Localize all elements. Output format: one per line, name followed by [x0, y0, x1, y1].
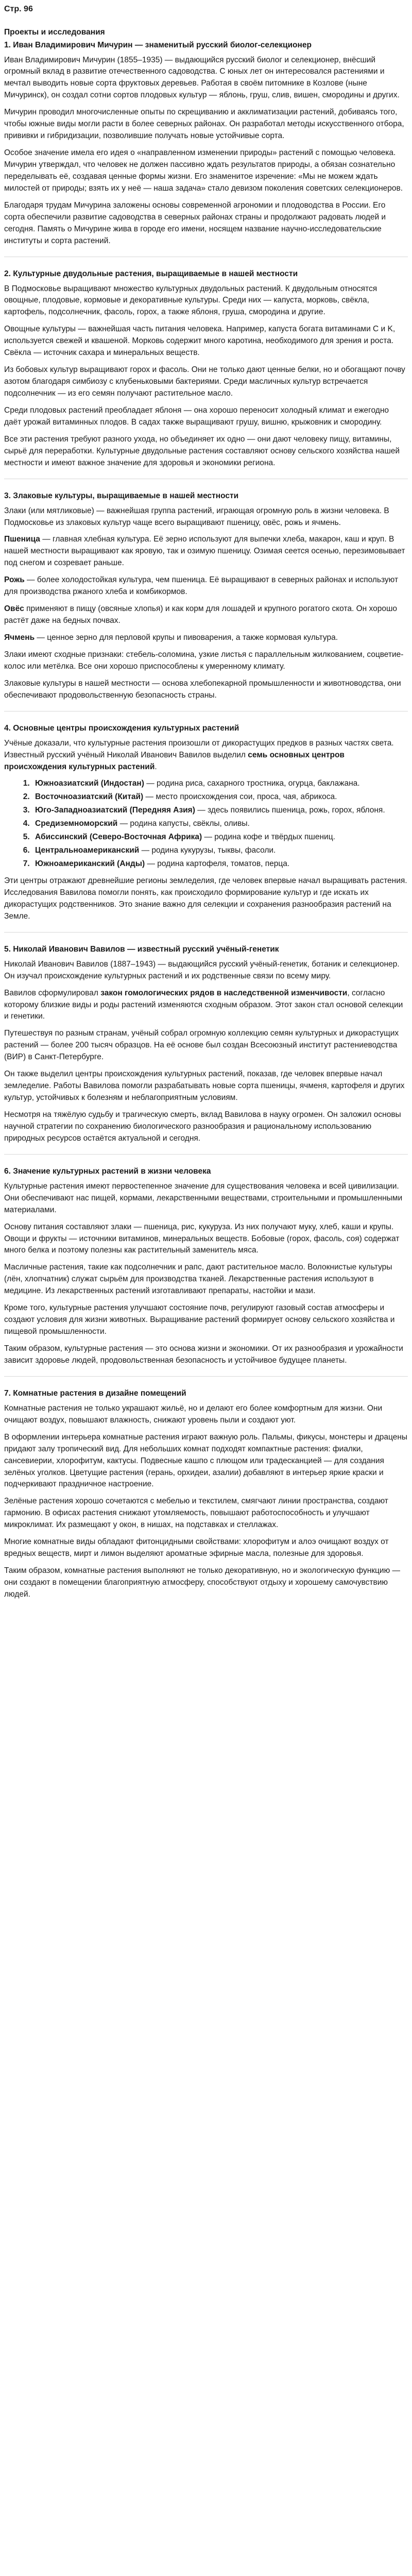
paragraph: Злаковые культуры в нашей местности — основа хлебопекарной промышленности и животноводства, они обеспечивают продовольственную безопасность страны. [4, 679, 401, 700]
law-description: , согласно которому близкие виды и роды растений изменяются сходным образом. Этот закон стал основой селекции и генетики. [4, 988, 403, 1021]
section-michurin [4, 40, 408, 247]
paragraph [4, 603, 408, 627]
crop-term: Ячмень [4, 633, 35, 642]
section-divider [4, 932, 408, 933]
paragraph: В Подмосковье выращивают множество культурных двудольных растений. К двудольным относятся овощные, плодовые, кормовые и декоративные культуры. Среди них — капуста, морковь, свёкла, картофель, подсолнечник, фасоль, горох, а также яблоня, груша, смородина и другие. [4, 284, 377, 317]
law-intro: Вавилов сформулировал [4, 988, 101, 997]
list-item [32, 845, 408, 857]
paragraph: Среди плодовых растений преобладает яблоня — она хорошо переносит холодный климат и ежегодно даёт урожай витаминных плодов. В садах также выращивают грушу, вишню, крыжовник и смородину. [4, 405, 389, 427]
paragraph: Эти центры отражают древнейшие регионы земледелия, где человек впервые начал выращивать растения. Исследования Вавилова помогли понять, как происходило формирование культур и где искать их дикорастущих родственников. Это знание важно для селекции и сохранения разнообразия растений на Земле. [4, 876, 407, 921]
center-name: Восточноазиатский (Китай) [35, 792, 144, 802]
intro-emphasis: семь основных центров происхождения культурных растений [4, 750, 345, 771]
section-vavilov [4, 944, 408, 1145]
center-name: Южноазиатский (Индостан) [35, 779, 144, 788]
paragraph: Особое значение имела его идея о «направленном изменении природы» растений с помощью человека. Мичурин утверждал, что человек не должен пассивно ждать результатов природы, а обязан сознательно переделывать её, создавая ценные формы жизни. Его знаменитое изречение: «Мы не можем ждать милостей от природы; взять их у неё — наша задача» стало девизом поколения советских селекционеров. [4, 148, 403, 193]
list-item [32, 778, 408, 790]
section-title: 1. Иван Владимирович Мичурин — знаменитый русский биолог-селекционер [4, 40, 312, 49]
center-name: Южноамериканский (Анды) [35, 859, 145, 869]
intro-end: . [154, 762, 157, 771]
section-origin-centers [4, 723, 408, 923]
paragraph: Путешествуя по разным странам, учёный собрал огромную коллекцию семян культурных и дикорастущих растений — более 200 тысяч образцов. На её основе был создан Всесоюзный институт растениеводства (ВИР) в Санкт-Петербурге. [4, 1029, 399, 1062]
list-item [32, 805, 408, 817]
center-name: Средиземноморский [35, 819, 118, 828]
crop-description: — главная хлебная культура. Её зерно используют для выпечки хлеба, макарон, каш и круп. В нашей местности выращивают как яровую, так и озимую пшеницу. Озимая сеется осенью, перезимовывает под снегом и созревает раньше. [4, 535, 405, 568]
paragraph: Из бобовых культур выращивают горох и фасоль. Они не только дают ценные белки, но и обогащают почву азотом благодаря симбиозу с клубеньковыми бактериями. Среди масличных культур встречается подсолнечник — из его семян получают растительное масло. [4, 365, 405, 398]
list-item [32, 858, 408, 870]
paragraph: Он также выделил центры происхождения культурных растений, показав, где человек впервые начал земледелие. Работы Вавилова помогли разрабатывать новые сорта пшеницы, ячменя, картофеля и других культур, устойчивых к болезням и неблагоприятным условиям. [4, 1070, 405, 1103]
center-description: — родина картофеля, томатов, перца. [145, 859, 290, 869]
paragraph: Овощные культуры — важнейшая часть питания человека. Например, капуста богата витаминами C и K, используется свежей и квашеной. Морковь содержит много каротина, необходимого для зрения и роста. Свёкла — источник сахара и минеральных веществ. [4, 325, 396, 358]
center-description: — родина риса, сахарного тростника, огурца, баклажана. [144, 779, 360, 788]
center-description: — родина кукурузы, тыквы, фасоли. [139, 846, 276, 855]
section-title: 7. Комнатные растения в дизайне помещений [4, 1388, 186, 1398]
crop-term: Овёс [4, 604, 24, 614]
paragraph: Многие комнатные виды обладают фитонцидными свойствами: хлорофитум и алоэ очищают воздух от вредных веществ, мирт и лимон выделяют ароматные эфирные масла, полезные для здоровья. [4, 1537, 389, 1558]
section-divider [4, 1376, 408, 1377]
section-title: 3. Злаковые культуры, выращиваемые в нашей местности [4, 491, 239, 500]
paragraph: Иван Владимирович Мичурин (1855–1935) — выдающийся русский биолог и селекционер, внёсший огромный вклад в развитие отечественного садоводства. С юных лет он интересовался растениями и мечтал выводить новые сорта фруктовых деревьев. Работая в своём питомнике в Козлове (ныне Мичуринск), он создал сотни сортов плодовых культур — яблонь, груш, слив, вишен, смородины и других. [4, 55, 400, 100]
list-item [32, 832, 408, 843]
paragraph: Злаки имеют сходные признаки: стебель-соломина, узкие листья с параллельным жилкованием, соцветие-колос или метёлка. Все они хорошо приспособлены к умеренному климату. [4, 650, 404, 671]
center-description: — место происхождения сои, проса, чая, абрикоса. [143, 792, 337, 802]
paragraph: Комнатные растения не только украшают жильё, но и делают его более комфортным для жизни. Они очищают воздух, повышают влажность, снижают уровень пыли и создают уют. [4, 1403, 383, 1425]
paragraph: Масличные растения, такие как подсолнечник и рапс, дают растительное масло. Волокнистые культуры (лён, хлопчатник) служат сырьём для производства тканей. Лекарственные растения используют в медицине. Из лекарственных растений изготавливают препараты, настойки и мази. [4, 1263, 392, 1296]
paragraph: Благодаря трудам Мичурина заложены основы современной агрономии и плодоводства в России. Его сорта обеспечили развитие садоводства в северных районах страны и продолжают радовать людей и сегодня. Память о Мичурине жива в городе его имени, носящем название научно-исследовательские институты и сорта растений. [4, 200, 386, 245]
section-crop-importance [4, 1166, 408, 1367]
crop-term: Рожь [4, 575, 25, 585]
paragraph: Несмотря на тяжёлую судьбу и трагическую смерть, вклад Вавилова в науку огромен. Он заложил основы научной стратегии по сохранению биологического разнообразия и рациональному использованию природных ресурсов остаётся актуальной и сегодня. [4, 1110, 401, 1143]
center-name: Абиссинский (Северо-Восточная Африка) [35, 833, 202, 842]
paragraph: Таким образом, комнатные растения выполняют не только декоративную, но и экологическую функцию — они создают в помещении благоприятную атмосферу, способствуют отдыху и хорошему самочувствию людей. [4, 1566, 401, 1599]
crop-description: применяют в пищу (овсяные хлопья) и как корм для лошадей и крупного рогатого скота. Он хорошо растёт даже на бедных почвах. [4, 604, 398, 625]
page-number: Стр. 96 [4, 5, 33, 13]
paragraph: В оформлении интерьера комнатные растения играют важную роль. Пальмы, фикусы, монстеры и драцены придают залу тропический вид. Для небольших комнат подходят компактные растения: фиалки, сансевиерии, хлорофитум, кактусы. Подвесные кашпо с плющом или традесканцией — для создания зелёных уголков. Цветущие растения (герань, орхидеи, азалии) добавляют в интерьер яркие краски и подчеркивают праздничное настроение. [4, 1432, 408, 1489]
section-houseplants [4, 1388, 408, 1601]
projects-heading: Проекты и исследования [4, 27, 105, 37]
paragraph: Таким образом, культурные растения — это основа жизни и экономики. От их разнообразия и урожайности зависит здоровье людей, продовольственная безопасность и устойчивое будущее планеты. [4, 1344, 403, 1365]
section-title: 2. Культурные двудольные растения, выращиваемые в нашей местности [4, 269, 298, 278]
center-name: Юго-Западноазиатский (Передняя Азия) [35, 806, 195, 815]
section-title: 5. Николай Иванович Вавилов — известный русский учёный-генетик [4, 944, 279, 954]
paragraph: Зелёные растения хорошо сочетаются с мебелью и текстилем, смягчают линии пространства, создают гармонию. В офисах растения снижают утомляемость, повышают работоспособность и улучшают микроклимат. Их размещают у окон, в нишах, на подставках и стеллажах. [4, 1497, 388, 1530]
paragraph [4, 988, 408, 1023]
section-dicot-crops [4, 268, 408, 469]
origin-centers-list [4, 778, 408, 870]
paragraph: Культурные растения имеют первостепенное значение для существования человека и всей цивилизации. Они обеспечивают нас пищей, кормами, лекарственными веществами, строительными и промышленными материалами. [4, 1181, 403, 1214]
paragraph [4, 534, 408, 569]
center-description: — здесь появились пшеница, рожь, горох, яблоня. [195, 806, 385, 815]
paragraph: Основу питания составляют злаки — пшеница, рис, кукуруза. Из них получают муку, хлеб, каши и крупы. Овощи и фрукты — источники витаминов, минеральных веществ. Бобовые (горох, фасоль, соя) содержат много белка и поэтому полезны как растительный заменитель мяса. [4, 1222, 400, 1255]
crop-description: — более холодостойкая культура, чем пшеница. Её выращивают в северных районах и используют для производства ржаного хлеба и комбикормов. [4, 575, 399, 597]
center-description: — родина кофе и твёрдых пшениц. [202, 833, 335, 842]
law-name: закон гомологических рядов в наследственной изменчивости [100, 988, 348, 997]
paragraph: Все эти растения требуют разного ухода, но объединяет их одно — они дают человеку пищу, витамины, сырьё для переработки. Культурные двудольные растения составляют основу сельского хозяйства нашей местности и имеют важное значение для здоровья и экономики региона. [4, 434, 400, 467]
center-name: Центральноамериканский [35, 846, 140, 855]
section-cereal-crops [4, 490, 408, 702]
intro-text: Учёные доказали, что культурные растения произошли от дикорастущих предков в разных частях света. Известный русский учёный Николай Иванович Вавилов выделил [4, 738, 394, 759]
paragraph: Николай Иванович Вавилов (1887–1943) — выдающийся русский учёный-генетик, ботаник и селекционер. Он изучал происхождение культурных растений и их родственные связи по всему миру. [4, 959, 400, 980]
crop-term: Пшеница [4, 535, 40, 544]
paragraph: Кроме того, культурные растения улучшают состояние почв, регулируют газовый состав атмосферы и создают условия для жизни животных. Выращивание растений формирует основу сельского хозяйства и пищевой промышленности. [4, 1303, 395, 1336]
paragraph [4, 738, 408, 773]
list-item [32, 818, 408, 830]
section-title: 4. Основные центры происхождения культурных растений [4, 723, 239, 733]
center-description: — родина капусты, свёклы, оливы. [117, 819, 250, 828]
paragraph: Мичурин проводил многочисленные опыты по скрещиванию и акклиматизации растений, добиваясь того, чтобы южные виды могли расти в более северных районах. Он разработал методы искусственного отбора, прививки и гибридизации, позволившие получать новые устойчивые сорта. [4, 108, 404, 141]
paragraph [4, 574, 408, 598]
crop-description: — ценное зерно для перловой крупы и пивоварения, а также кормовая культура. [35, 633, 338, 642]
list-item [32, 791, 408, 803]
paragraph [4, 632, 408, 644]
paragraph: Злаки (или мятликовые) — важнейшая группа растений, играющая огромную роль в жизни человека. В Подмосковье из злаковых культур чаще всего выращивают пшеницу, овёс, рожь и ячмень. [4, 506, 389, 527]
section-divider [4, 1154, 408, 1155]
section-title: 6. Значение культурных растений в жизни человека [4, 1166, 211, 1176]
